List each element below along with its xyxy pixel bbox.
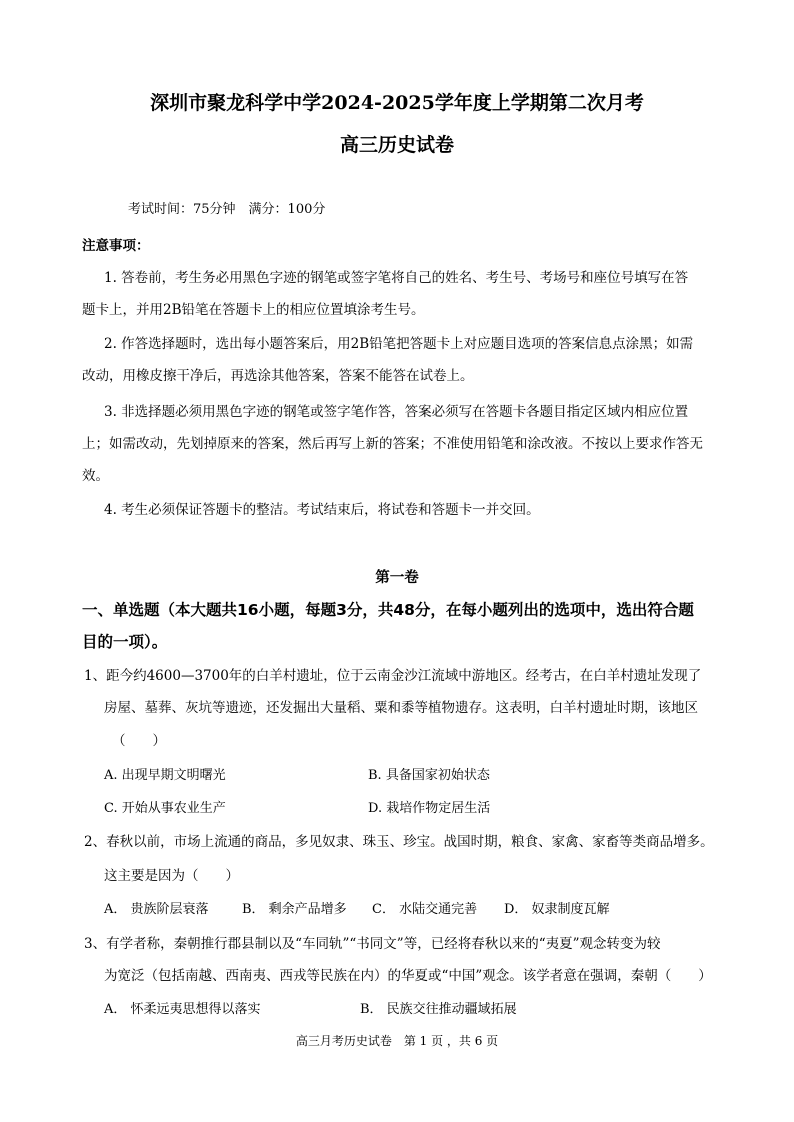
question-1-stem-line-2: 房屋、墓葬、灰坑等遗迹，还发掘出大量稻、粟和黍等植物遗存。这表明，白羊村遗址时期，该地区 [104, 700, 698, 716]
note-1-line-2: 题卡上，并用2B铅笔在答题卡上的相应位置填涂考生号。 [82, 302, 425, 318]
note-3-line-1: 3. 非选择题必须用黑色字迹的钢笔或签字笔作答，答案必须写在答题卡各题目指定区域内相应位置 [104, 404, 689, 420]
question-2-stem-line-1: 2、春秋以前，市场上流通的商品，多见奴隶、珠玉、珍宝。战国时期，粮食、家禽、家畜等类商品增多。 [84, 834, 714, 850]
question-1-option-b: B. 具备国家初始状态 [368, 768, 490, 783]
question-2-option-b: B． 剩余产品增多 [242, 902, 347, 917]
question-3-stem-line-1: 3、有学者称，秦朝推行郡县制以及“车同轨”“书同文”等，已经将春秋以来的“夷夏”观念转变为较 [84, 936, 661, 952]
exam-title: 深圳市聚龙科学中学2024-2025学年度上学期第二次月考 [150, 92, 644, 114]
question-3-option-b: B． 民族交往推动疆域拓展 [360, 1002, 517, 1017]
note-3-line-3: 效。 [82, 468, 109, 484]
question-3-option-a: A． 怀柔远夷思想得以落实 [104, 1002, 261, 1017]
question-1-option-d: D. 栽培作物定居生活 [368, 801, 491, 816]
question-2-stem-line-2: 这主要是因为（ ） [104, 868, 239, 884]
question-2-option-d: D． 奴隶制度瓦解 [504, 902, 610, 917]
exam-info: 考试时间：75分钟 满分：100分 [128, 202, 326, 217]
note-2-line-1: 2. 作答选择题时，选出每小题答案后，用2B铅笔把答题卡上对应题目选项的答案信息点涂黑；如需 [104, 336, 694, 352]
question-1-stem-line-1: 1、距今约4600—3700年的白羊村遗址，位于云南金沙江流域中游地区。经考古，在白羊村遗址发现了 [84, 668, 702, 684]
exam-subtitle: 高三历史试卷 [339, 134, 454, 156]
question-2-option-c: C． 水陆交通完善 [372, 902, 478, 917]
question-1-answer-blank: （ ） [112, 733, 166, 749]
section-1-heading-line-1: 一、单选题（本大题共16小题，每题3分，共48分，在每小题列出的选项中，选出符合题 [82, 601, 694, 619]
note-4-line-1: 4. 考生必须保证答题卡的整洁。考试结束后，将试卷和答题卡一并交回。 [104, 502, 540, 518]
note-2-line-2: 改动，用橡皮擦干净后，再选涂其他答案，答案不能答在试卷上。 [82, 368, 474, 384]
question-3-stem-line-2: 为宽泛（包括南越、西南夷、西戎等民族在内）的华夏或“中国”观念。该学者意在强调，秦朝（ ） [104, 968, 712, 984]
question-1-option-a: A. 出现早期文明曙光 [104, 768, 226, 783]
section-1-heading-line-2: 目的一项）。 [82, 633, 168, 651]
note-1-line-1: 1. 答卷前，考生务必用黑色字迹的钢笔或签字笔将自己的姓名、考生号、考场号和座位号填写在答 [104, 270, 689, 286]
notes-heading: 注意事项： [82, 238, 150, 254]
question-2-option-a: A． 贵族阶层衰落 [104, 902, 209, 917]
page-footer: 高三月考历史试卷 第 1 页 ，共 6 页 [295, 1034, 499, 1048]
question-1-option-c: C. 开始从事农业生产 [104, 801, 226, 816]
note-3-line-2: 上；如需改动，先划掉原来的答案，然后再写上新的答案；不准使用铅笔和涂改液。不按以上要求作答无 [82, 436, 703, 452]
part-title: 第一卷 [375, 570, 419, 586]
